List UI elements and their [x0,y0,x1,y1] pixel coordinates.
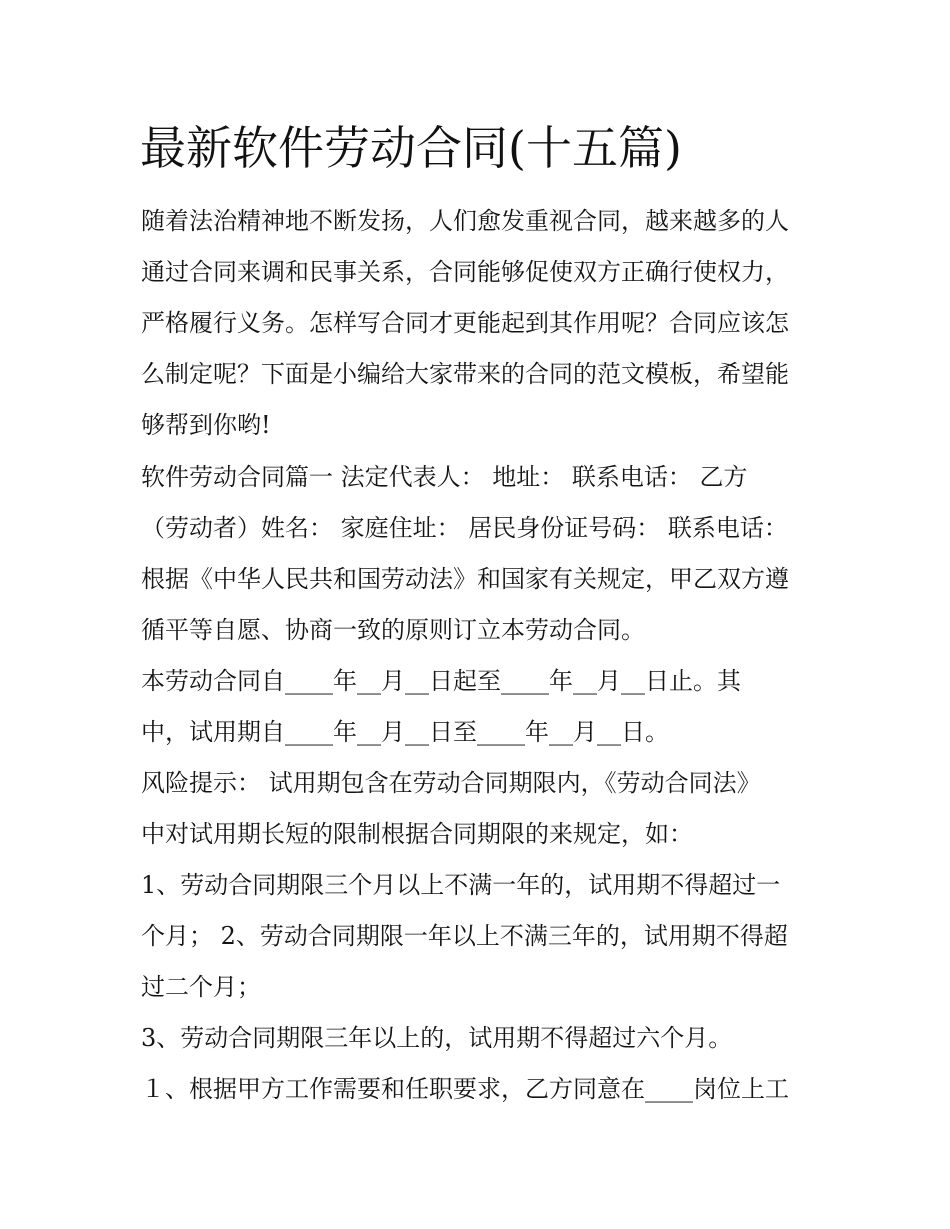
body-line: 中对试用期长短的限制根据合同期限的来规定，如： [141,820,693,848]
body-line: １、根据甲方工作需要和任职要求，乙方同意在____岗位上工 [141,1075,789,1103]
body-line: 个月； 2、劳动合同期限一年以上不满三年的，试用期不得超 [141,922,788,950]
body-line: （劳动者）姓名： 家庭住址： 居民身份证号码： 联系电话： [141,514,788,542]
body-line: 严格履行义务。怎样写合同才更能起到其作用呢？合同应该怎 [141,309,789,337]
body-line: 么制定呢？下面是小编给大家带来的合同的范文模板，希望能 [141,360,789,388]
body-line: 本劳动合同自____年__月__日起至____年__月__日止。其 [141,667,741,695]
body-line: 中，试用期自____年__月__日至____年__月__日。 [141,718,669,746]
body-line: 通过合同来调和民事关系，合同能够促使双方正确行使权力， [141,258,789,286]
body-line: 风险提示： 试用期包含在劳动合同期限内，《劳动合同法》 [141,769,761,797]
document-title: 最新软件劳动合同(十五篇) [140,121,682,175]
body-line: 够帮到你哟! [141,411,271,439]
body-line: 过二个月； [141,973,261,1001]
body-line: 1、劳动合同期限三个月以上不满一年的，试用期不得超过一 [141,871,781,899]
body-line: 根据《中华人民共和国劳动法》和国家有关规定，甲乙双方遵 [141,565,789,593]
body-line: 随着法治精神地不断发扬，人们愈发重视合同，越来越多的人 [141,207,789,235]
body-line: 软件劳动合同篇一 法定代表人： 地址： 联系电话： 乙方 [141,463,748,491]
body-line: 3、劳动合同期限三年以上的，试用期不得超过六个月。 [141,1024,733,1052]
body-line: 循平等自愿、协商一致的原则订立本劳动合同。 [141,616,645,644]
